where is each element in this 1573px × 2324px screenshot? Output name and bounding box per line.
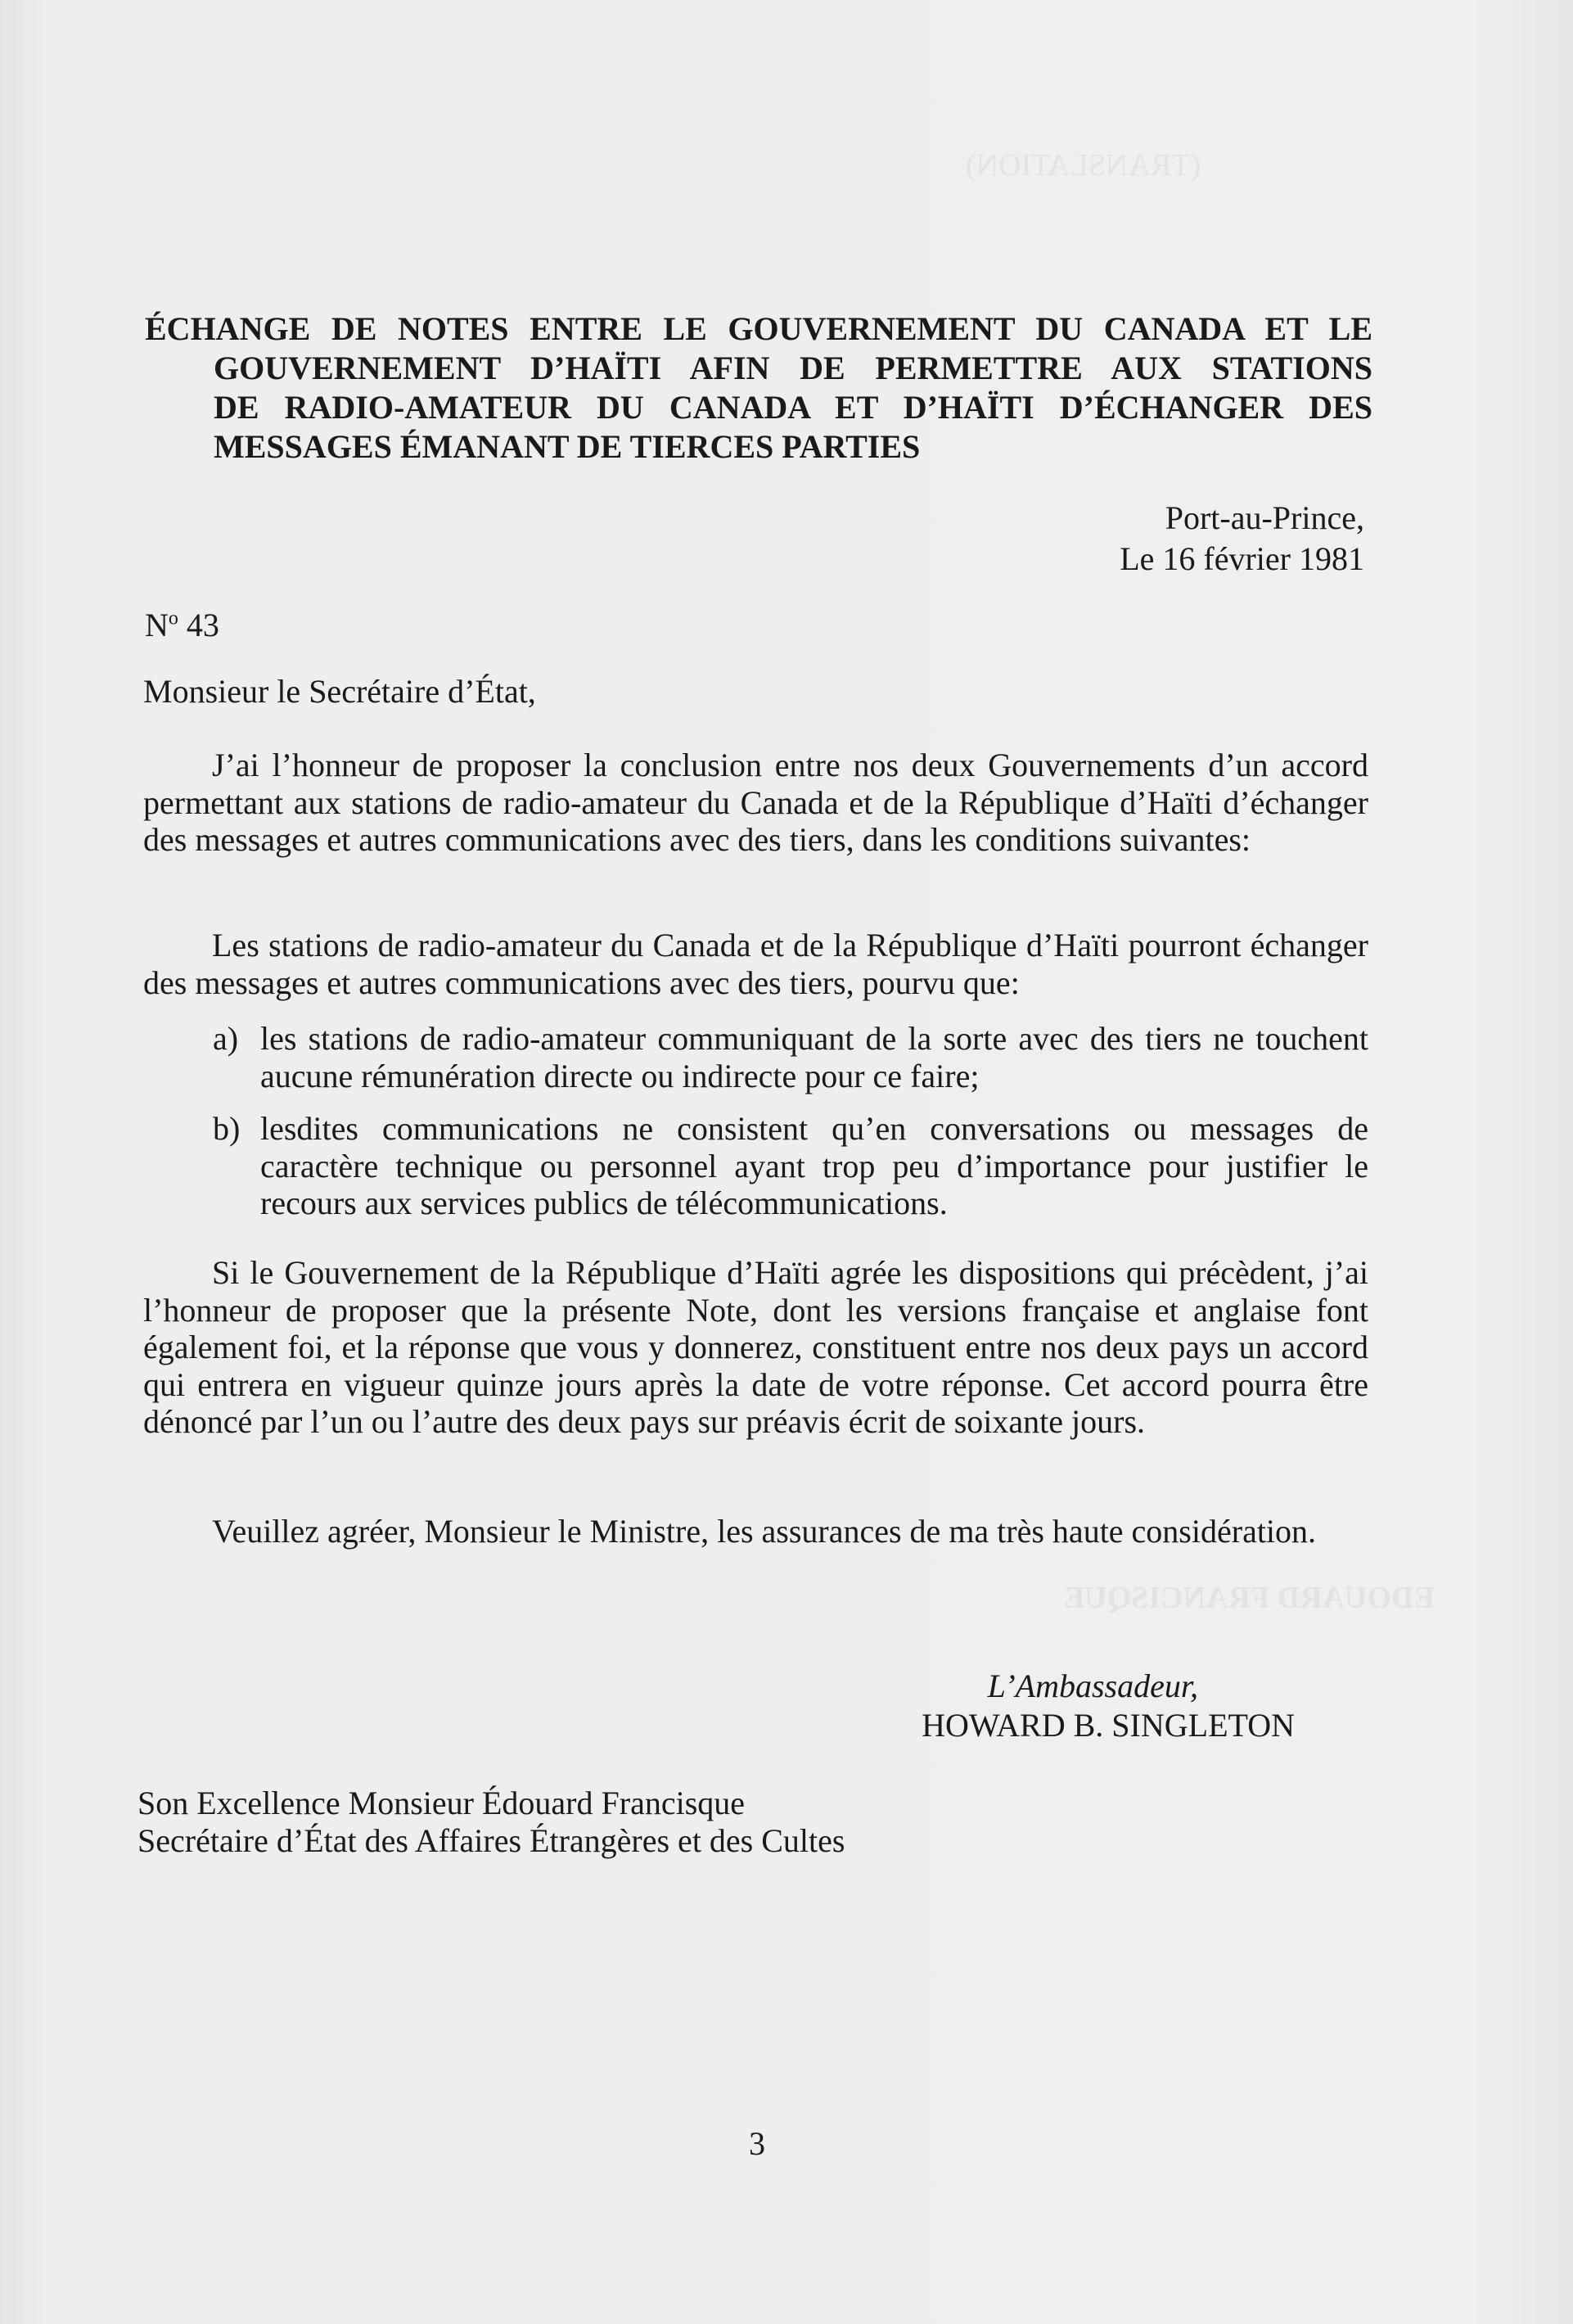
addressee-block xyxy=(137,1785,845,1860)
addressee-title: Secrétaire d’État des Affaires Étrangères et des Cultes xyxy=(137,1822,845,1859)
note-number xyxy=(145,606,219,644)
condition-marker: b) xyxy=(213,1110,241,1147)
title-line: ÉCHANGE DE NOTES ENTRE LE GOUVERNEMENT DU CANADA ET LE xyxy=(145,310,1372,347)
condition-item xyxy=(213,1020,1368,1094)
paragraph-conditions-intro: Les stations de radio-amateur du Canada et de la République d’Haïti pourront échanger des messages et autres communications avec des tiers, pourvu que: xyxy=(143,927,1368,1001)
note-number-value: 43 xyxy=(178,607,219,643)
date: Le 16 février 1981 xyxy=(1120,540,1364,577)
title-line: GOUVERNEMENT D’HAÏTI AFIN DE PERMETTRE AUX STATIONS xyxy=(214,350,1372,386)
paragraph-proposal: J’ai l’honneur de proposer la conclusion entre nos deux Gouvernements d’un accord permettant aux stations de radio-amateur du Canada et de la République d’Haïti d’échanger des messages et autres communications avec des tiers, dans les conditions suivantes: xyxy=(143,747,1368,858)
condition-text: les stations de radio-amateur communiquant de la sorte avec des tiers ne touchent aucune rémunération directe ou indirecte pour ce faire; xyxy=(260,1020,1368,1094)
document-title xyxy=(145,309,1372,467)
note-number-prefix: N xyxy=(145,607,169,643)
show-through-decoration: (TRANSLATION) xyxy=(966,148,1201,183)
salutation: Monsieur le Secrétaire d’État, xyxy=(143,673,536,710)
page-number: 3 xyxy=(749,2125,765,2162)
condition-item xyxy=(213,1110,1368,1222)
condition-marker: a) xyxy=(213,1020,239,1057)
condition-text: lesdites communications ne consistent qu’en conversations ou messages de caractère technique ou personnel ayant trop peu d’importance pour justifier le recours aux services publics de télécommunications. xyxy=(260,1110,1368,1221)
signatory-role: L’Ambassadeur, xyxy=(987,1667,1198,1704)
show-through-decoration: EDOUARD FRANCISQUE xyxy=(1064,1581,1435,1615)
dateline xyxy=(1120,498,1364,580)
title-line: DE RADIO-AMATEUR DU CANADA ET D’HAÏTI D’ÉCHANGER DES xyxy=(214,389,1372,426)
title-line: MESSAGES ÉMANANT DE TIERCES PARTIES xyxy=(214,428,921,465)
place: Port-au-Prince, xyxy=(1165,499,1364,536)
signatory-name: HOWARD B. SINGLETON xyxy=(922,1707,1295,1744)
paragraph-entry-into-force: Si le Gouvernement de la République d’Haïti agrée les dispositions qui précèdent, j’ai l’honneur de proposer que la présente Note, dont les versions française et anglaise font également foi, et la réponse que vous y donnerez, constituent entre nos deux pays un accord qui entrera en vigueur quinze jours après la date de votre réponse. Cet accord pourra être dénoncé par l’un ou l’autre des deux pays sur préavis écrit de soixante jours. xyxy=(143,1254,1368,1440)
signature-block xyxy=(922,1667,1295,1745)
note-number-superscript: o xyxy=(168,607,178,630)
addressee-name: Son Excellence Monsieur Édouard Francisque xyxy=(137,1785,746,1821)
paragraph-closing-formula: Veuillez agréer, Monsieur le Ministre, les assurances de ma très haute considération. xyxy=(212,1513,1317,1550)
